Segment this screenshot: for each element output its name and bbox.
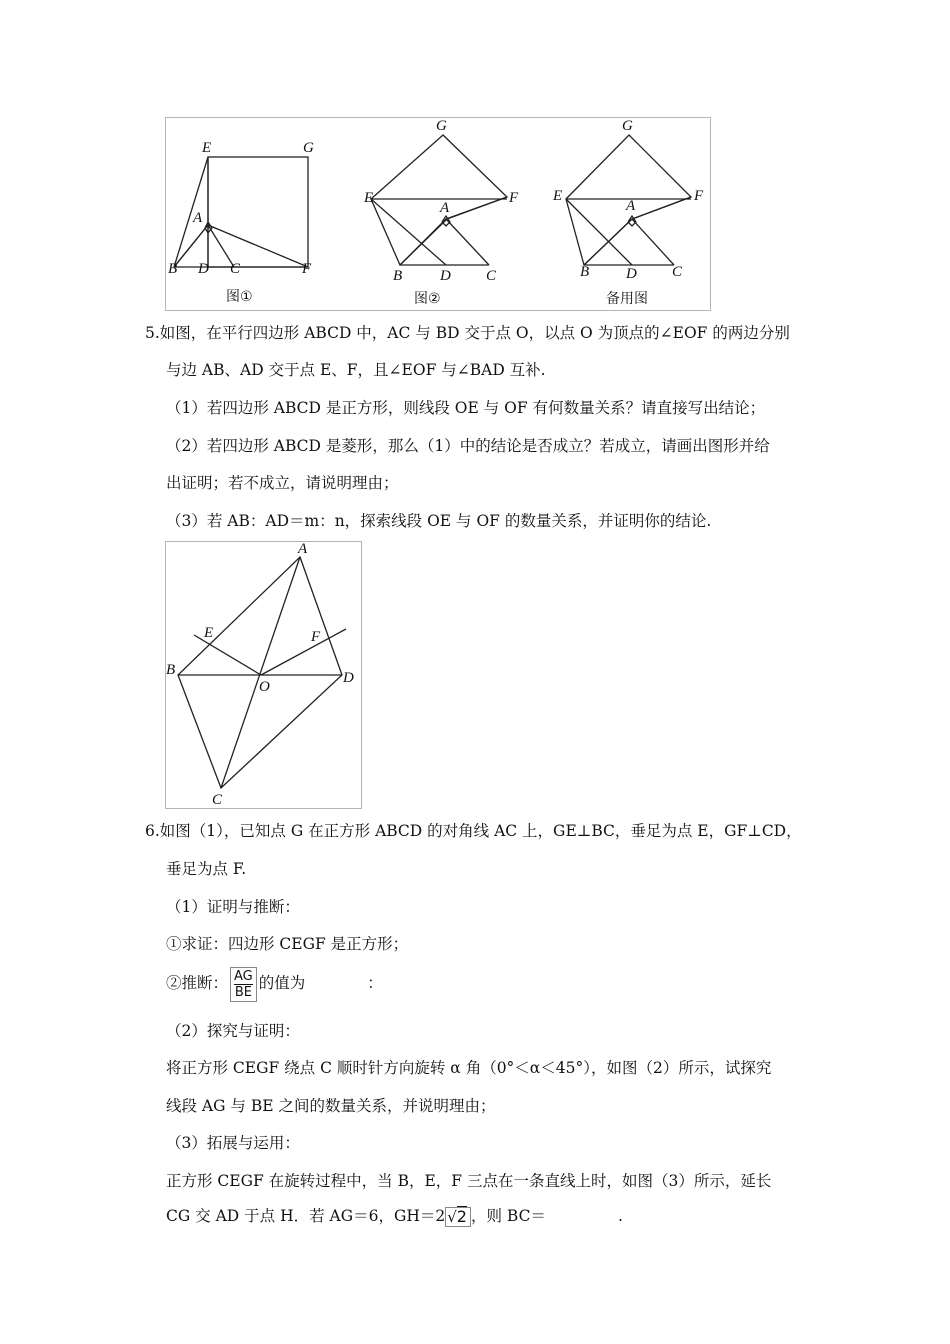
q6-part3: （3）拓展与运用：	[166, 1134, 300, 1152]
q6-line1: 6.如图（1），已知点 G 在正方形 ABCD 的对角线 AC 上，GE⊥BC，垂足为点 E，GF⊥CD，	[145, 822, 802, 840]
q5-part1: （1）若四边形 ABCD 是正方形，则线段 OE 与 OF 有何数量关系？请直接写出结论；	[166, 399, 766, 417]
label-C2: C	[486, 268, 497, 284]
q6-part1-b	[166, 962, 383, 1004]
fraction-ag-be	[230, 967, 257, 1002]
label-G3: G	[622, 118, 633, 134]
label-A: A	[193, 210, 203, 226]
q6-infer-end: ：	[367, 974, 383, 992]
label-C3: C	[672, 264, 683, 280]
figure-2	[363, 118, 519, 307]
label-B: B	[166, 662, 176, 678]
q5-line1: 5.如图，在平行四边形 ABCD 中，AC 与 BD 交于点 O，以点 O 为顶点的∠EOF 的两边分别	[145, 324, 790, 342]
caption-fig1: 图①	[226, 289, 253, 305]
fraction-denominator: BE	[234, 984, 252, 1000]
q5-figure	[165, 541, 362, 809]
label-E3: E	[553, 188, 563, 204]
label-O: O	[259, 679, 270, 695]
q6-infer-text: 的值为	[258, 974, 306, 992]
q6-part2-b: 线段 AG 与 BE 之间的数量关系，并说明理由；	[166, 1097, 496, 1115]
label-B: B	[168, 261, 178, 277]
label-F2: F	[509, 190, 519, 206]
q6-part2: （2）探究与证明：	[166, 1022, 300, 1040]
q5-part2: （2）若四边形 ABCD 是菱形，那么（1）中的结论是否成立？若成立，请画出图形并给	[166, 437, 770, 455]
caption-fig2: 图②	[414, 291, 441, 307]
label-C: C	[230, 261, 241, 277]
label-B2: B	[393, 268, 403, 284]
label-G2: G	[436, 118, 447, 134]
q6-part3-text: CG 交 AD 于点 H．若 AG＝6，GH＝2	[166, 1207, 446, 1225]
label-F3: F	[694, 188, 704, 204]
parallelogram-figure	[166, 542, 361, 808]
label-C: C	[212, 792, 223, 808]
label-E2: E	[364, 190, 374, 206]
label-D: D	[198, 261, 209, 277]
q6-part1: （1）证明与推断：	[166, 898, 300, 916]
label-G: G	[303, 140, 314, 156]
sqrt-sign: √	[447, 1208, 457, 1226]
fraction-numerator: AG	[234, 968, 253, 984]
caption-backup: 备用图	[606, 291, 648, 307]
label-F: F	[302, 261, 312, 277]
figure-backup	[552, 118, 704, 307]
figure-1	[168, 140, 314, 305]
q6-part2-a: 将正方形 CEGF 绕点 C 顺时针方向旋转 α 角（0°＜α＜45°），如图（2）所示，试探究	[166, 1059, 772, 1077]
geometry-figures-top	[166, 118, 710, 310]
label-D3: D	[626, 266, 637, 282]
label-E: E	[204, 625, 214, 641]
q6-line2: 垂足为点 F.	[166, 860, 247, 878]
label-A: A	[298, 542, 308, 557]
sqrt-2	[445, 1207, 471, 1227]
q6-part3-b	[166, 1205, 623, 1227]
q6-part1-a: ①求证：四边形 CEGF 是正方形；	[166, 935, 409, 953]
figure-strip-top	[165, 117, 711, 311]
sqrt-body: 2	[456, 1207, 467, 1226]
q6-infer-label: ②推断：	[166, 974, 229, 992]
label-E: E	[202, 140, 212, 156]
q5-part3: （3）若 AB：AD＝m：n，探索线段 OE 与 OF 的数量关系，并证明你的结论.	[166, 512, 712, 530]
label-B3: B	[580, 264, 590, 280]
q6-part3-text2: ，则 BC＝	[470, 1207, 546, 1225]
q5-part2-cont: 出证明；若不成立，请说明理由；	[166, 474, 399, 492]
label-F: F	[311, 629, 321, 645]
label-D2: D	[440, 268, 451, 284]
q6-part3-end: .	[617, 1207, 623, 1225]
label-D: D	[343, 670, 354, 686]
q5-line2: 与边 AB、AD 交于点 E、F，且∠EOF 与∠BAD 互补.	[166, 361, 546, 379]
label-A2: A	[440, 200, 450, 216]
label-A3: A	[626, 198, 636, 214]
q6-part3-a: 正方形 CEGF 在旋转过程中，当 B，E，F 三点在一条直线上时，如图（3）所示，延长	[166, 1172, 772, 1190]
